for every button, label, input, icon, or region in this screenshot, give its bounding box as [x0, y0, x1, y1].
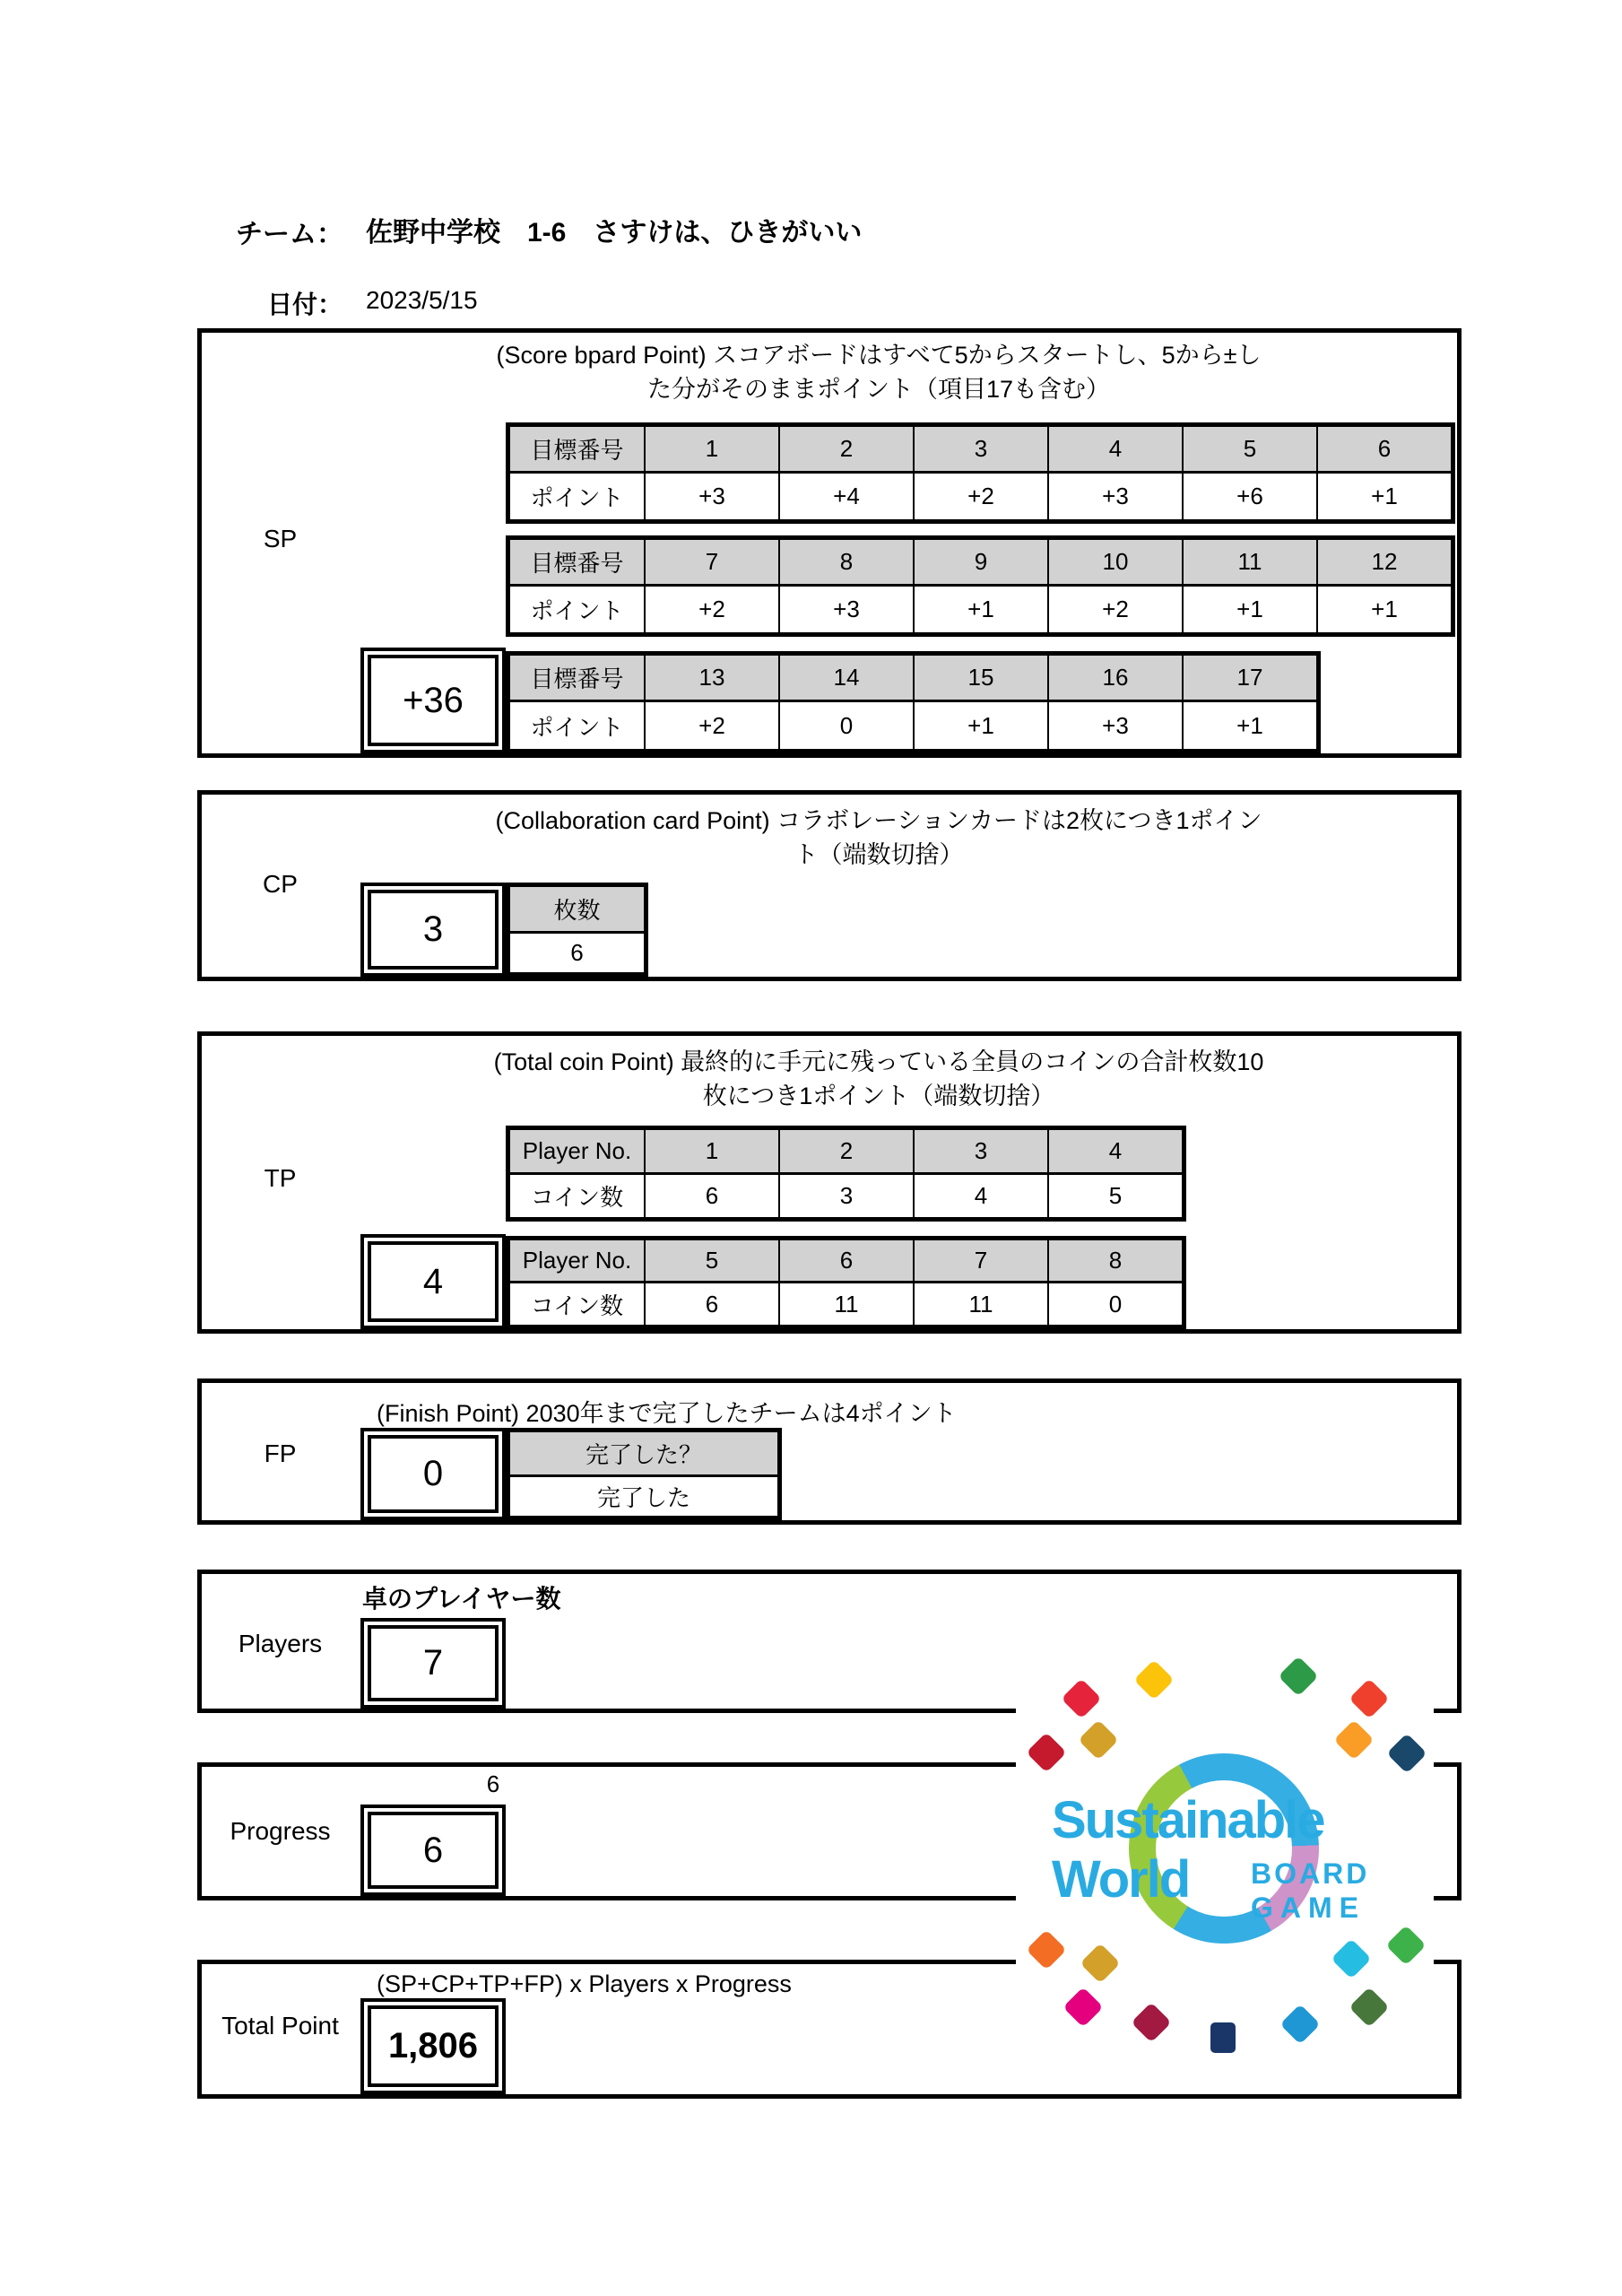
player-number-cell: 4 [1048, 1129, 1183, 1174]
goal-header-cell: 目標番号 [509, 655, 645, 701]
goal-number-cell: 16 [1048, 655, 1183, 701]
point-value-cell: +1 [1317, 473, 1452, 520]
player-number-cell: 5 [645, 1239, 779, 1283]
progress-stray-value: 6 [486, 1770, 500, 1797]
team-label: チーム： [236, 220, 343, 249]
players-label: Players [238, 1630, 323, 1657]
fp-total-box: 0 [360, 1428, 506, 1520]
progress-label: Progress [230, 1817, 331, 1845]
fp-finished-table [506, 1428, 782, 1520]
point-value-cell: +3 [1048, 701, 1183, 750]
sdg-diamond-icon [1349, 1987, 1389, 2027]
cp-title-line2: ト（端数切捨） [794, 841, 964, 868]
goal-number-cell: 11 [1183, 539, 1317, 586]
player-header-cell: Player No. [509, 1129, 645, 1174]
total-point-formula: (SP+CP+TP+FP) x Players x Progress [377, 1970, 792, 1997]
coin-value-cell: 11 [779, 1283, 914, 1326]
player-number-cell: 7 [914, 1239, 1048, 1283]
sdg-diamond-icon [1026, 1929, 1066, 1970]
goal-header-cell: 目標番号 [509, 539, 645, 586]
point-value-cell: +1 [914, 586, 1048, 633]
player-number-cell: 2 [779, 1129, 914, 1174]
coin-value-cell: 6 [645, 1174, 779, 1218]
point-value-cell: +2 [645, 586, 779, 633]
point-value-cell: +4 [779, 473, 914, 520]
goal-number-cell: 12 [1317, 539, 1452, 586]
sdg-diamond-icon [1063, 1987, 1103, 2027]
coin-value-cell: 11 [914, 1283, 1048, 1326]
point-value-cell: +3 [645, 473, 779, 520]
date-value: 2023/5/15 [366, 286, 478, 314]
tp-table-players-1-4 [506, 1126, 1186, 1222]
goal-number-cell: 3 [914, 426, 1048, 473]
tp-section-title [318, 1045, 1439, 1113]
players-section-title: 卓のプレイヤー数 [362, 1585, 561, 1613]
point-value-cell: +1 [914, 701, 1048, 750]
sdg-diamond-icon [1278, 1656, 1318, 1696]
point-value-cell: +2 [645, 701, 779, 750]
point-value-cell: 0 [779, 701, 914, 750]
coin-header-cell: コイン数 [509, 1283, 645, 1326]
coin-value-cell: 6 [645, 1283, 779, 1326]
sdg-diamond-icon [1210, 2022, 1236, 2053]
goal-number-cell: 5 [1183, 426, 1317, 473]
coin-value-cell: 4 [914, 1174, 1048, 1218]
player-number-cell: 3 [914, 1129, 1048, 1174]
sp-table-goals-7-12 [506, 535, 1455, 637]
goal-header-cell: 目標番号 [509, 426, 645, 473]
cp-label: CP [263, 870, 298, 898]
sdg-diamond-icon [1279, 2004, 1320, 2044]
sp-title-line2: た分がそのままポイント（項目17も含む） [646, 376, 1111, 403]
team-name: 佐野中学校 1-6 さすけは、ひきがいい [366, 218, 863, 248]
sdg-diamond-icon [1333, 1719, 1374, 1760]
goal-number-cell: 6 [1317, 426, 1452, 473]
sp-section-title [318, 338, 1439, 406]
tp-section [197, 1031, 1462, 1334]
sdg-diamond-icon [1080, 1943, 1120, 1983]
goal-number-cell: 1 [645, 426, 779, 473]
finished-answer-cell: 完了した [509, 1476, 778, 1517]
players-value-box: 7 [360, 1618, 506, 1709]
logo-word-board: BOARD [1251, 1857, 1370, 1890]
goal-number-cell: 13 [645, 655, 779, 701]
goal-number-cell: 17 [1183, 655, 1317, 701]
total-point-label: Total Point [221, 2012, 339, 2039]
sustainable-world-board-game-logo [1016, 1639, 1434, 2081]
cp-section [197, 790, 1462, 981]
point-value-cell: +1 [1183, 586, 1317, 633]
coin-header-cell: コイン数 [509, 1174, 645, 1218]
point-value-cell: +3 [1048, 473, 1183, 520]
cp-count-table [506, 883, 648, 977]
logo-word-world: World [1052, 1850, 1190, 1909]
goal-number-cell: 14 [779, 655, 914, 701]
point-header-cell: ポイント [509, 473, 645, 520]
fp-section [197, 1378, 1462, 1525]
player-header-cell: Player No. [509, 1239, 645, 1283]
point-value-cell: +2 [1048, 586, 1183, 633]
cp-section-title [318, 804, 1439, 872]
fp-section-title: (Finish Point) 2030年まで完了したチームは4ポイント [377, 1400, 957, 1427]
date-label: 日付： [267, 291, 343, 318]
player-number-cell: 1 [645, 1129, 779, 1174]
sdg-diamond-icon [1385, 1925, 1426, 1965]
point-value-cell: +3 [779, 586, 914, 633]
point-header-cell: ポイント [509, 586, 645, 633]
progress-value-box: 6 [360, 1805, 506, 1896]
sp-total-box: +36 [360, 648, 506, 753]
player-number-cell: 8 [1048, 1239, 1183, 1283]
logo-word-game: GAME [1251, 1892, 1366, 1924]
logo-word-sustainable: Sustainable [1052, 1791, 1324, 1849]
goal-number-cell: 15 [914, 655, 1048, 701]
cp-title-line1: (Collaboration card Point) コラボレーションカードは2枚につき1ポイン [495, 807, 1262, 834]
point-value-cell: +6 [1183, 473, 1317, 520]
sdg-diamond-icon [1386, 1733, 1427, 1773]
tp-total-box: 4 [360, 1234, 506, 1329]
goal-number-cell: 9 [914, 539, 1048, 586]
point-value-cell: +1 [1183, 701, 1317, 750]
goal-number-cell: 2 [779, 426, 914, 473]
sdg-diamond-icon [1331, 1938, 1371, 1979]
sdg-diamond-icon [1131, 2002, 1171, 2042]
tp-title-line2: 枚につき1ポイント（端数切捨） [702, 1083, 1055, 1109]
sp-label: SP [263, 525, 298, 552]
coin-value-cell: 3 [779, 1174, 914, 1218]
tp-title-line1: (Total coin Point) 最終的に手元に残っている全員のコインの合計枚数10 [493, 1048, 1264, 1075]
sp-table-goals-1-6 [506, 422, 1455, 524]
sdg-diamond-icon [1133, 1659, 1174, 1700]
tp-table-players-5-8 [506, 1236, 1186, 1329]
goal-number-cell: 7 [645, 539, 779, 586]
sdg-diamond-icon [1078, 1719, 1118, 1760]
player-number-cell: 6 [779, 1239, 914, 1283]
sdg-diamond-icon [1349, 1678, 1389, 1718]
cp-total-box: 3 [360, 883, 506, 977]
goal-number-cell: 10 [1048, 539, 1183, 586]
tp-label: TP [264, 1164, 297, 1192]
total-point-value-box: 1,806 [360, 1998, 506, 2094]
sdg-diamond-icon [1026, 1732, 1066, 1772]
goal-number-cell: 8 [779, 539, 914, 586]
sdg-diamond-icon [1061, 1678, 1101, 1718]
sp-title-line1: (Score bpard Point) スコアボードはすべて5からスタートし、5から±し [496, 342, 1262, 369]
card-count-header-cell: 枚数 [509, 886, 645, 933]
coin-value-cell: 0 [1048, 1283, 1183, 1326]
fp-label: FP [264, 1439, 297, 1467]
coin-value-cell: 5 [1048, 1174, 1183, 1218]
sp-table-goals-13-17 [506, 651, 1321, 753]
card-count-value-cell: 6 [509, 933, 645, 973]
point-value-cell: +2 [914, 473, 1048, 520]
finished-question-cell: 完了した？ [509, 1431, 778, 1476]
goal-number-cell: 4 [1048, 426, 1183, 473]
point-header-cell: ポイント [509, 701, 645, 750]
point-value-cell: +1 [1317, 586, 1452, 633]
sp-section [197, 328, 1462, 758]
